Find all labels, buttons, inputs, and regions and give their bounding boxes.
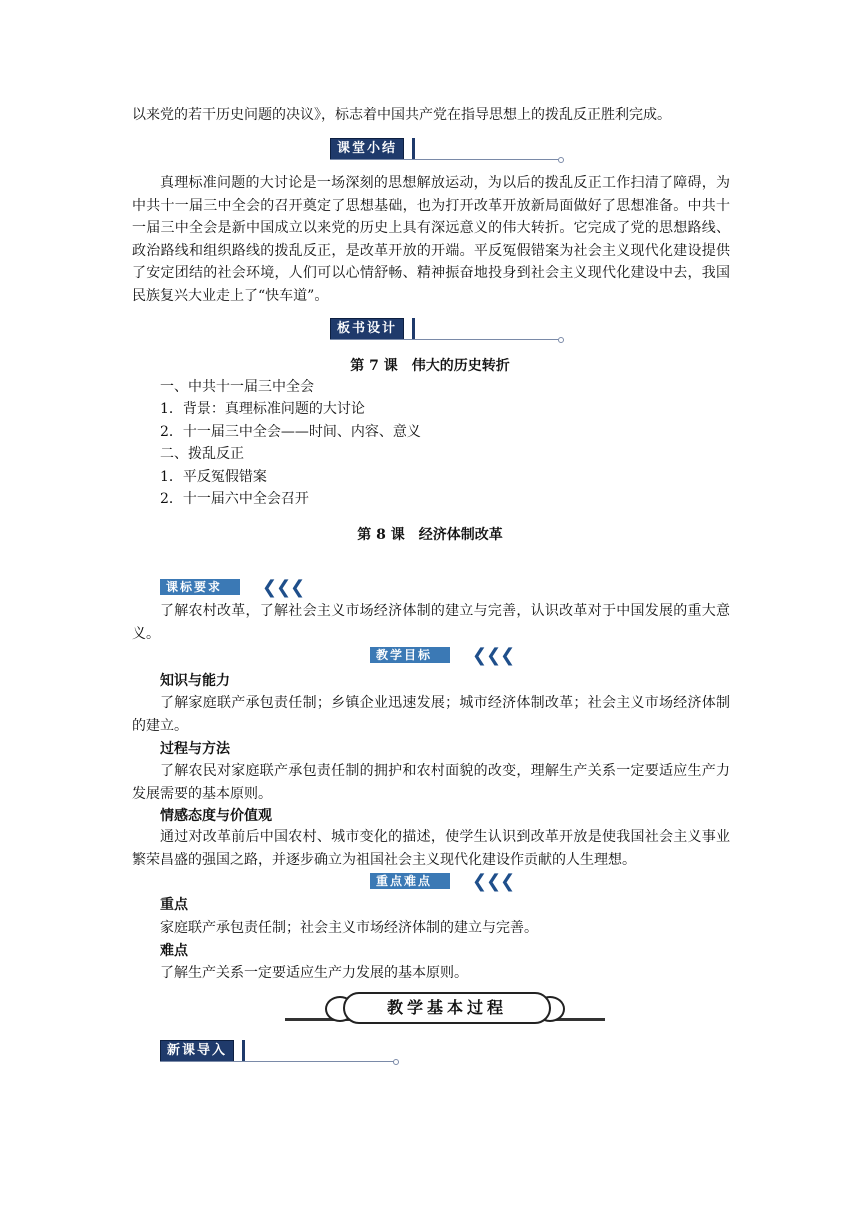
difficulty-label: 难点 [160, 943, 188, 959]
key-label: 重点 [160, 897, 188, 913]
emotion-text: 通过对改革前后中国农村、城市变化的描述，使学生认识到改革开放是使我国社会主义事业繁荣昌盛的强国之路，并逐步确立为祖国社会主义现代化建设作贡献的人生理想。 [132, 829, 730, 868]
tag-notch-icon [248, 579, 260, 595]
tag-notch-icon [458, 873, 470, 889]
objectives-header [370, 646, 530, 666]
board-line: 1．背景：真理标准问题的大讨论 [160, 401, 365, 417]
board-header [330, 318, 565, 340]
header-dot-icon [393, 1059, 399, 1065]
process-text: 了解农民对家庭联产承包责任制的拥护和农村面貌的改变，理解生产关系一定要适应生产力发展需要的基本原则。 [132, 763, 730, 802]
header-bar-icon [412, 318, 415, 340]
objectives-header-label: 教学目标 [370, 647, 450, 663]
difficulty-text: 了解生产关系一定要适应生产力发展的基本原则。 [160, 965, 468, 981]
emotion-label: 情感态度与价值观 [160, 808, 272, 824]
intro-header [160, 1040, 400, 1062]
curriculum-header [160, 578, 320, 598]
board-line: 2．十一届三中全会——时间、内容、意义 [160, 424, 421, 440]
header-dot-icon [558, 337, 564, 343]
key-text: 家庭联产承包责任制；社会主义市场经济体制的建立与完善。 [160, 920, 538, 936]
board-line: 二、拨乱反正 [160, 446, 244, 462]
header-bar-icon [412, 138, 415, 160]
process-banner [285, 990, 605, 1024]
header-underline [330, 159, 558, 160]
chevrons-icon: ❮❮❮ [472, 645, 515, 666]
header-underline [160, 1061, 394, 1062]
tag-notch-icon [458, 647, 470, 663]
intro-line: 以来党的若干历史问题的决议》，标志着中国共产党在指导思想上的拨乱反正胜利完成。 [132, 107, 671, 123]
header-bar-icon [242, 1040, 245, 1062]
summary-header [330, 138, 565, 160]
intro-header-label: 新课导入 [160, 1040, 234, 1062]
lesson8-title: 第 8 课 经济体制改革 [357, 527, 503, 543]
banner-label: 教学基本过程 [343, 992, 551, 1024]
chevrons-icon: ❮❮❮ [262, 577, 305, 598]
board-header-label: 板书设计 [330, 318, 404, 340]
board-line: 一、中共十一届三中全会 [160, 379, 314, 395]
keypoints-header-label: 重点难点 [370, 873, 450, 889]
keypoints-header [370, 872, 530, 892]
board-line: 1．平反冤假错案 [160, 469, 267, 485]
process-label: 过程与方法 [160, 741, 230, 757]
curriculum-header-label: 课标要求 [160, 579, 240, 595]
header-dot-icon [558, 157, 564, 163]
header-underline [330, 339, 558, 340]
lesson7-title: 第 7 课 伟大的历史转折 [350, 358, 510, 374]
summary-header-label: 课堂小结 [330, 138, 404, 160]
chevrons-icon: ❮❮❮ [472, 871, 515, 892]
curriculum-text: 了解农村改革，了解社会主义市场经济体制的建立与完善，认识改革对于中国发展的重大意义。 [132, 603, 730, 642]
knowledge-text: 了解家庭联产承包责任制；乡镇企业迅速发展；城市经济体制改革；社会主义市场经济体制的建立。 [132, 695, 730, 734]
knowledge-label: 知识与能力 [160, 673, 230, 689]
board-line: 2．十一届六中全会召开 [160, 491, 309, 507]
summary-text: 真理标准问题的大讨论是一场深刻的思想解放运动，为以后的拨乱反正工作扫清了障碍，为中共十一届三中全会的召开奠定了思想基础，也为打开改革开放新局面做好了思想准备。中共十一届三中全会是新中国成立以来党的历史上具有深远意义的伟大转折。它完成了党的思想路线、政治路线和组织路线的拨乱反正，是改革开放的开端。平反冤假错案为社会主义现代化建设提供了安定团结的社会环境，人们可以心情舒畅、精神振奋地投身到社会主义现代化建设中去，我国民族复兴大业走上了“快车道”。 [132, 175, 730, 304]
